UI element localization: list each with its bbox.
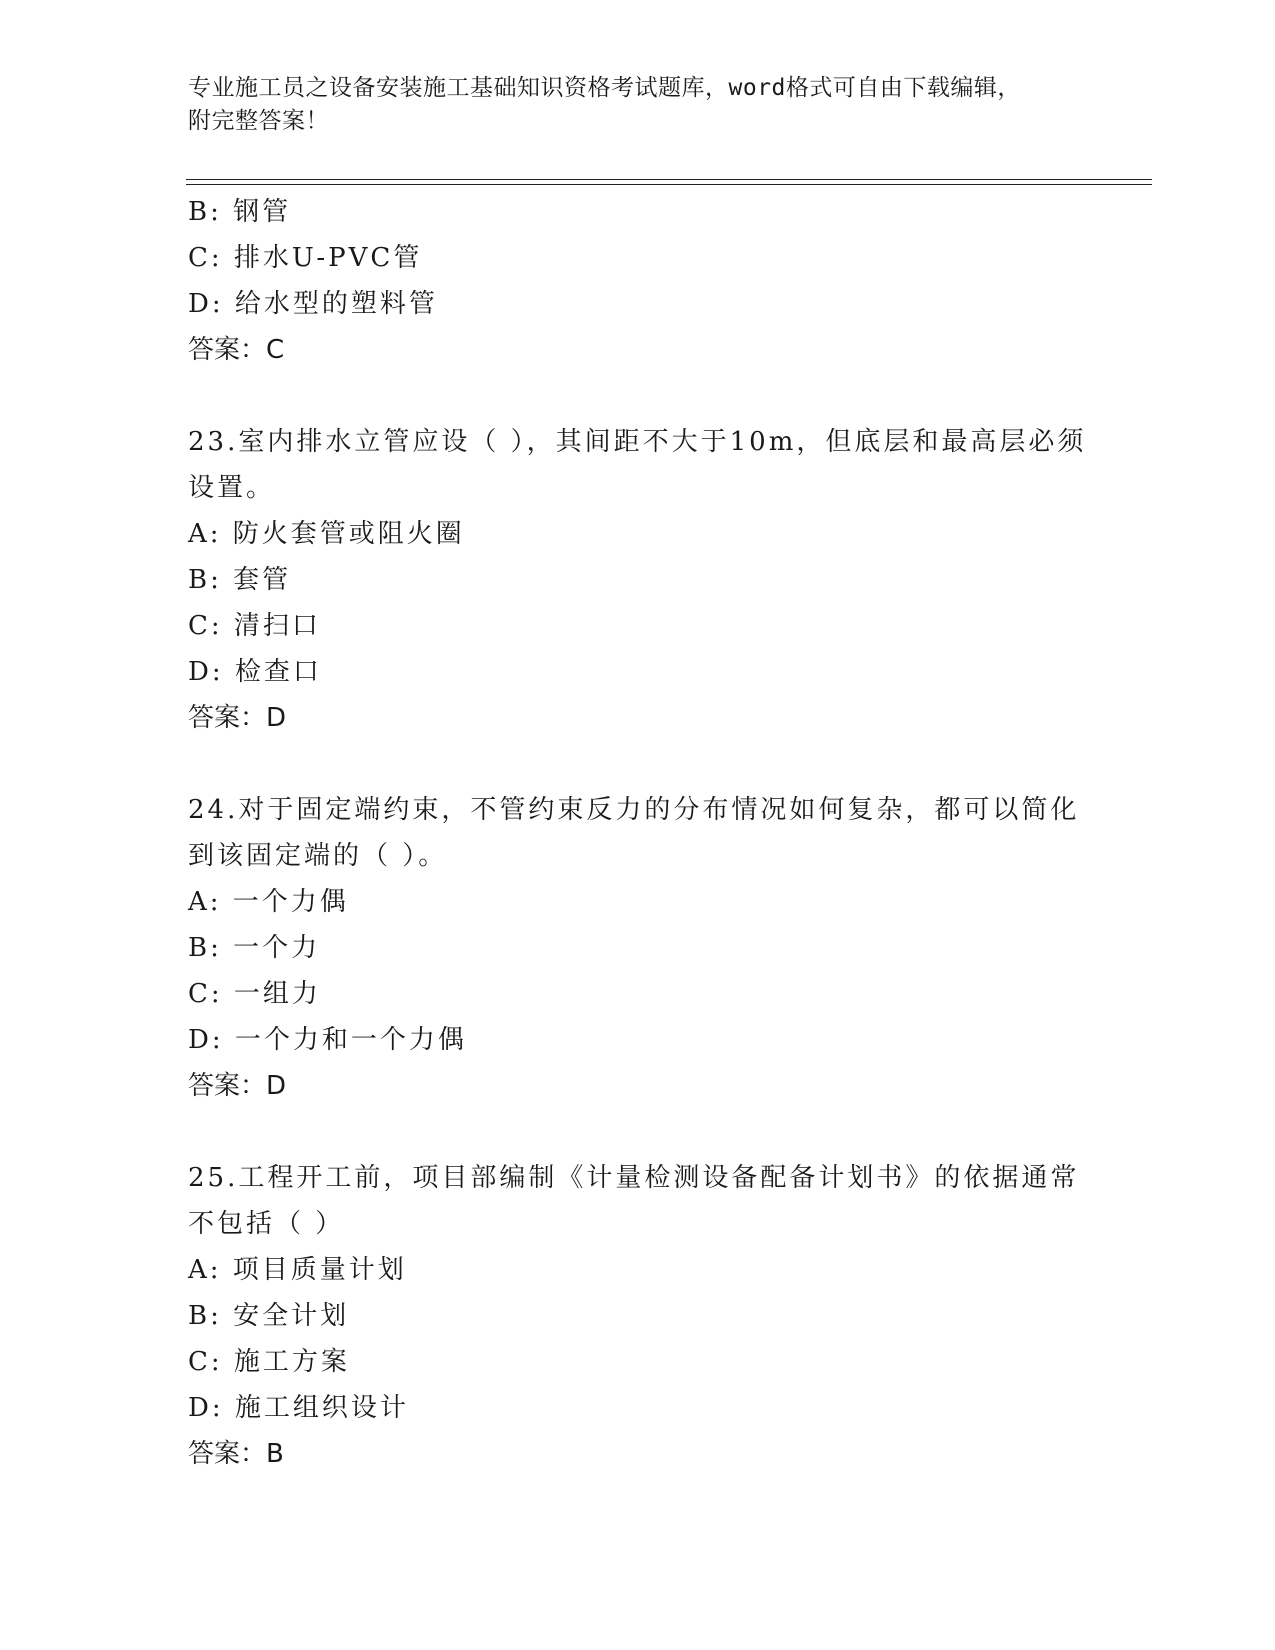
option-b: B: 套管 [188,565,292,595]
option-b: B: 钢管 [188,197,292,227]
header-divider-top [186,179,1152,180]
answer: 答案：B [188,1439,284,1469]
answer: 答案：C [188,335,285,365]
document-header [188,72,1088,138]
header-line-1: 专业施工员之设备安装施工基础知识资格考试题库，word格式可自由下载编辑， [188,75,1021,101]
question-24 [188,787,1088,1109]
option-d: D: 给水型的塑料管 [188,289,438,319]
spacer [188,373,1088,419]
question-text: 23.室内排水立管应设（ ），其间距不大于10m，但底层和最高层必须 [188,427,1087,457]
answer: 答案：D [188,703,287,733]
option-a: A: 项目质量计划 [188,1255,407,1285]
option-b: B: 一个力 [188,933,321,963]
answer: 答案：D [188,1071,287,1101]
header-line-2: 附完整答案！ [188,108,329,134]
option-b: B: 安全计划 [188,1301,350,1331]
question-text: 25.工程开工前，项目部编制《计量检测设备配备计划书》的依据通常 [188,1163,1080,1193]
option-c: C: 清扫口 [188,611,321,641]
question-text-cont: 设置。 [188,473,276,503]
question-25 [188,1155,1088,1477]
spacer [188,741,1088,787]
previous-question-tail [188,189,1088,373]
question-text: 24.对于固定端约束，不管约束反力的分布情况如何复杂，都可以简化 [188,795,1080,825]
option-a: A: 一个力偶 [188,887,349,917]
question-23 [188,419,1088,741]
question-text-cont: 到该固定端的（ ）。 [188,841,448,871]
document-body [188,189,1088,1477]
option-a: A: 防火套管或阻火圈 [188,519,465,549]
header-divider-bottom [186,184,1152,185]
option-c: C: 施工方案 [188,1347,350,1377]
option-c: C: 一组力 [188,979,321,1009]
option-d: D: 检查口 [188,657,322,687]
option-d: D: 施工组织设计 [188,1393,409,1423]
option-c: C: 排水U-PVC管 [188,243,423,273]
spacer [188,1109,1088,1155]
option-d: D: 一个力和一个力偶 [188,1025,467,1055]
question-text-cont: 不包括（ ） [188,1209,345,1239]
